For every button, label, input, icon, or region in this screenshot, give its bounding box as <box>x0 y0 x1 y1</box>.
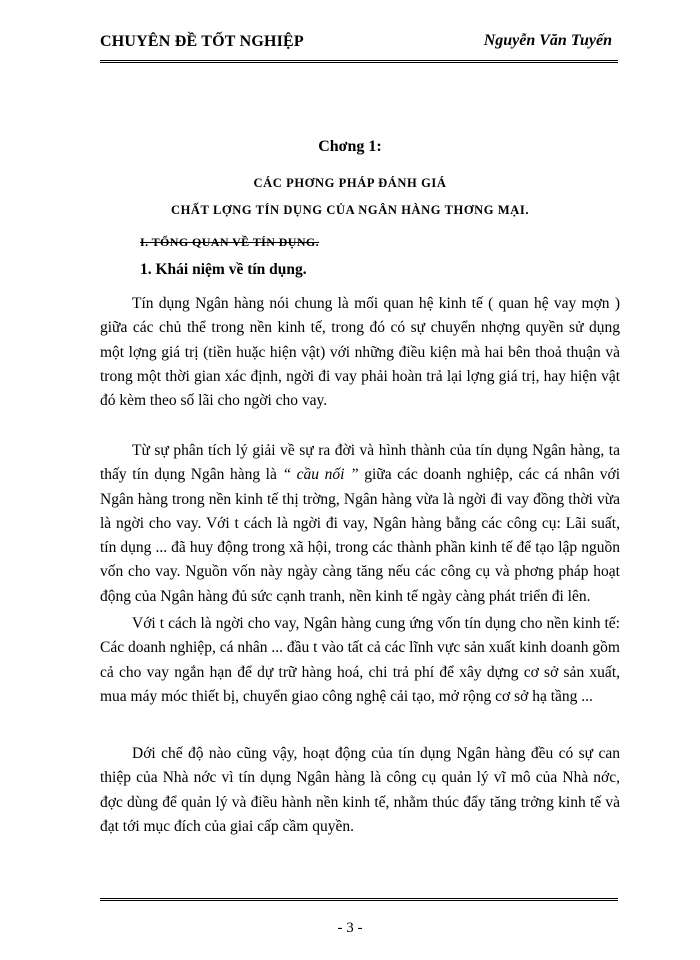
footer-rule <box>100 898 618 901</box>
paragraph-2-part-a: Từ sự phân tích lý giải về sự ra đời và hình thành của tín dụng Ngân hàng, ta thấy tín dụng Ngân hàng là <box>100 442 620 484</box>
header-title: CHUYÊN ĐỀ TỐT NGHIỆP <box>100 33 304 50</box>
chapter-title-line2: CHẤT LỢNG TÍN DỤNG CỦA NGÂN HÀNG THƠNG MẠI. <box>170 203 530 217</box>
subsection-heading: 1. Khái niệm về tín dụng. <box>140 261 307 278</box>
paragraph-2 <box>100 439 620 609</box>
paragraph-3: Với t cách là ngời cho vay, Ngân hàng cung ứng vốn tín dụng cho nền kinh tế: Các doanh nghiệp, cá nhân ... đầu t vào tất cả các lĩnh vực sản xuất kinh doanh gồm cả cho vay ngắn hạn để dự trữ hàng hoá, chi trả phí để xây dựng cơ sở sản xuất, mua máy móc thiết bị, chuyển giao công nghệ cải tạo, mở rộng cơ sở hạ tầng ... <box>100 615 620 705</box>
header-rule <box>100 60 618 63</box>
page-number: - 3 - <box>337 920 363 936</box>
chapter-title-line1: CÁC PHƠNG PHÁP ĐÁNH GIÁ <box>253 176 447 190</box>
paragraph-2-quote: “ cầu nối ” <box>282 466 359 484</box>
paragraph-1: Tín dụng Ngân hàng nói chung là mối quan hệ kinh tế ( quan hệ vay mợn ) giữa các chủ thể trong nền kinh tế, trong đó có sự chuyển nhợng quyền sử dụng một lợng giá trị (tiền huặc hiện vật) với những điều kiện mà hai bên thoả thuận và trong một thời gian xác định, ngời đi vay phải hoàn trả lại lợng giá trị, hay hiện vật đó kèm theo số lãi cho ngời cho vay. <box>100 295 620 410</box>
paragraph-4: Dới chế độ nào cũng vậy, hoạt động của tín dụng Ngân hàng đều có sự can thiệp của Nhà nớc vì tín dụng Ngân hàng là công cụ quản lý vĩ mô của Nhà nớc, đợc dùng để quản lý và điều hành nền kinh tế, nhằm thúc đẩy tăng trởng kinh tế và đạt tới mục đích của giai cấp cầm quyền. <box>100 745 620 835</box>
section-heading: I. TỔNG QUAN VỀ TÍN DỤNG. <box>140 235 320 249</box>
chapter-heading: Chơng 1: <box>318 138 382 155</box>
header-author: Nguyễn Văn Tuyến <box>483 32 612 49</box>
paragraph-2-part-b: giữa các doanh nghiệp, các cá nhân với Ngân hàng trong nền kinh tế thị trờng, Ngân hàng vừa là ngời đi vay đồng thời vừa là ngời cho vay. Với t cách là ngời đi vay, Ngân hàng bằng các công cụ: Lãi suất, tín dụng ... đã huy động trong xã hội, trong các thành phần kinh tế để tạo lập nguồn vốn cho vay. Nguồn vốn này ngày càng tăng nếu các công cụ và phơng pháp hoạt động của Ngân hàng đủ sức cạnh tranh, nền kinh tế ngày càng phát triển đi lên. <box>100 466 621 605</box>
